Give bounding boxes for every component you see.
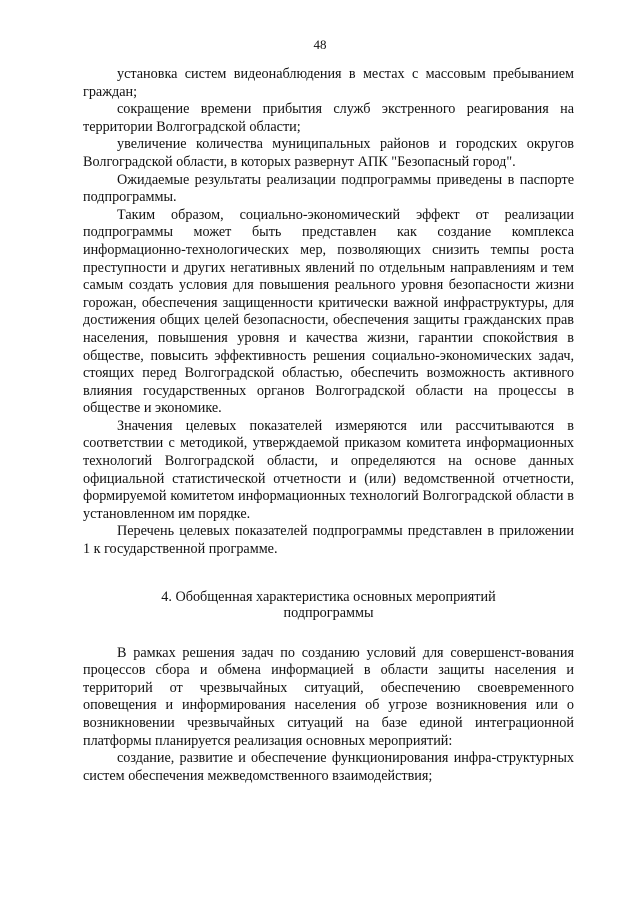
paragraph: Таким образом, социально-экономический эффект от реализации подпрограммы может быть представлен как создание комплекса информационно-технологических мер, позволяющих снизить темпы роста преступности и других негативных явлений по отдельным направлениям и тем самым создать условия для повышения реального уровня безопасности жизни горожан, обеспечения защищенности критически важной инфраструктуры, для достижения общих целей безопасности, обеспечения защиты гражданских прав населения, повышения уровня и качества жизни, гарантии спокойствия в обществе, повысить эффективность решения социально-экономических задач, стоящих перед Волгоградской областью, обеспечить возможность активного влияния государственных органов Волгоградской области на процессы в обществе и экономике.	[83, 206, 574, 417]
section-heading-line2: подпрограммы	[283, 604, 374, 621]
paragraph: установка систем видеонаблюдения в местах с массовым пребыванием граждан;	[83, 66, 574, 100]
section-heading	[83, 589, 574, 621]
document-body	[83, 66, 574, 785]
section-heading-line1: 4. Обобщенная характеристика основных мероприятий	[161, 588, 496, 605]
paragraph: создание, развитие и обеспечение функционирования инфра-структурных систем обеспечения межведомственного взаимодействия;	[83, 750, 574, 784]
page-number: 48	[313, 37, 327, 52]
paragraph: В рамках решения задач по созданию условий для совершенст-вования процессов сбора и обмена информацией в области защиты населения и территорий от чрезвычайных ситуаций, обеспечению своевременного оповещения и информирования населения об угрозе возникновения или о возникновении чрезвычайных ситуаций на базе единой интеграционной платформы планируется реализация основных мероприятий:	[83, 644, 574, 749]
paragraph: сокращение времени прибытия служб экстренного реагирования на территории Волгоградской области;	[83, 101, 574, 135]
paragraph: увеличение количества муниципальных районов и городских округов Волгоградской области, в которых развернут АПК "Безопасный город".	[83, 136, 574, 170]
paragraph: Перечень целевых показателей подпрограммы представлен в приложении 1 к государственной программе.	[83, 523, 574, 558]
paragraph: Ожидаемые результаты реализации подпрограммы приведены в паспорте подпрограммы.	[83, 171, 574, 206]
paragraph: Значения целевых показателей измеряются или рассчитываются в соответствии с методикой, утверждаемой приказом комитета информационных технологий Волгоградской области, и определяются на основе данных официальной статистической отчетности и (или) ведомственной отчетности, формируемой комитетом информационных технологий Волгоградской области в установленном им порядке.	[83, 417, 574, 522]
